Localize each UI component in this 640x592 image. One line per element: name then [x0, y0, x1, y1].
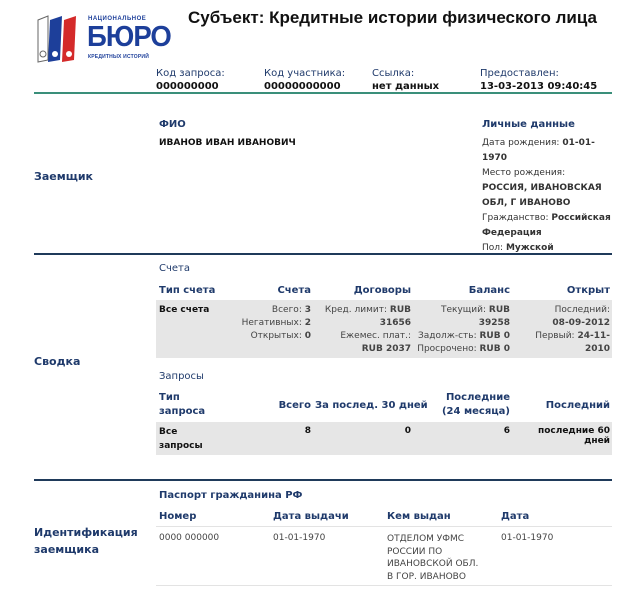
id-row-date: 01-01-1970 — [501, 533, 554, 543]
monthly-value: RUB 2037 — [361, 344, 411, 354]
request-code-label: Код запроса: — [156, 68, 225, 79]
fio-label: ФИО — [159, 119, 186, 130]
accounts-row-contracts — [320, 304, 411, 356]
link-value: нет данных — [372, 81, 440, 92]
borrower-section-title: Заемщик — [34, 170, 94, 183]
current-label: Текущий: — [441, 305, 487, 315]
requests-col-24months: Последние (24 месяца) — [441, 392, 510, 417]
requests-row-30days: 0 — [404, 426, 411, 436]
id-header-divider — [156, 526, 612, 527]
id-row-issued-by: ОТДЕЛОМ УФМС РОССИИ ПО ИВАНОВСКОЙ ОБЛ. В ГОР. ИВАНОВО — [387, 534, 479, 582]
requests-row-total: 8 — [304, 426, 311, 436]
id-row-issue-date: 01-01-1970 — [273, 533, 326, 543]
accounts-col-type: Тип счета — [159, 285, 216, 296]
accounts-row-type: Все счета — [159, 305, 210, 315]
id-row-divider — [156, 585, 612, 586]
section-divider — [34, 479, 612, 481]
open-label: Открытых: — [250, 331, 302, 341]
requests-col-last: Последний — [545, 400, 610, 411]
requests-row-type: Все запросы — [159, 427, 203, 451]
header-divider — [34, 92, 612, 94]
requests-col-type: Тип запроса — [159, 392, 206, 417]
id-col-issued-by: Кем выдан — [387, 511, 451, 522]
logo — [34, 14, 171, 64]
requests-title: Запросы — [159, 371, 204, 382]
accounts-row-opened — [512, 304, 610, 356]
link-label: Ссылка: — [372, 68, 415, 79]
requests-row-last: последние 60 дней — [538, 426, 610, 446]
logo-top-text: НАЦИОНАЛЬНОЕ — [88, 16, 147, 22]
birth-date-label: Дата рождения: — [482, 138, 560, 148]
member-code-label: Код участника: — [264, 68, 346, 79]
member-code-value: 00000000000 — [264, 81, 341, 92]
provided-label: Предоставлен: — [480, 68, 559, 79]
negative-value: 2 — [304, 318, 311, 328]
id-row-number: 0000 000000 — [159, 533, 220, 543]
accounts-col-contracts: Договоры — [353, 285, 411, 296]
section-divider — [34, 253, 612, 255]
first-value: 24-11-2010 — [577, 331, 610, 354]
overdue-label: Просрочено: — [417, 344, 477, 354]
birth-place-row — [482, 166, 612, 211]
logo-main-text: БЮРО — [87, 21, 171, 53]
total-value: 3 — [304, 305, 311, 315]
summary-section-title: Сводка — [34, 355, 81, 368]
accounts-title: Счета — [159, 263, 190, 274]
personal-data-block — [482, 136, 612, 256]
credit-limit-value: RUB 31656 — [379, 305, 411, 328]
logo-bottom-text: КРЕДИТНЫХ ИСТОРИЙ — [88, 54, 149, 60]
birth-date-row — [482, 136, 612, 166]
birth-date-value: 01-01-1970 — [482, 138, 595, 163]
personal-data-title: Личные данные — [482, 119, 575, 130]
id-col-date: Дата — [501, 511, 530, 522]
provided-value: 13-03-2013 09:40:45 — [480, 81, 598, 92]
requests-col-total: Всего — [278, 400, 311, 411]
binders-logo-icon — [34, 14, 86, 64]
accounts-row-counts — [220, 304, 311, 343]
citizenship-label: Гражданство: — [482, 213, 549, 223]
id-col-issue-date: Дата выдачи — [273, 511, 349, 522]
accounts-col-accounts: Счета — [277, 285, 311, 296]
fio-value: ИВАНОВ ИВАН ИВАНОВИЧ — [159, 138, 296, 148]
citizenship-value: Российская Федерация — [482, 213, 611, 238]
accounts-col-opened: Открыт — [566, 285, 610, 296]
birth-place-value: РОССИЯ, ИВАНОВСКАЯ ОБЛ, Г ИВАНОВО — [482, 183, 602, 208]
passport-title: Паспорт гражданина РФ — [159, 490, 303, 501]
requests-col-30days: За послед. 30 дней — [315, 400, 428, 411]
birth-place-label: Место рождения: — [482, 168, 566, 178]
accounts-row-balance — [412, 304, 510, 356]
page-title: Субъект: Кредитные истории физического лица — [188, 8, 597, 27]
debt-label: Задолж-сть: — [417, 331, 477, 341]
monthly-label: Ежемес. плат.: — [340, 331, 411, 341]
request-code-value: 000000000 — [156, 81, 219, 92]
current-value: RUB 39258 — [478, 305, 510, 328]
identification-section-title: Идентификация заемщика — [34, 526, 138, 556]
debt-value: RUB 0 — [479, 331, 510, 341]
sex-label: Пол: — [482, 243, 504, 253]
sex-value: Мужской — [505, 243, 554, 253]
accounts-col-balance: Баланс — [468, 285, 510, 296]
last-label: Последний: — [554, 305, 610, 315]
credit-limit-label: Кред. лимит: — [324, 305, 388, 315]
id-col-number: Номер — [159, 511, 197, 522]
open-value: 0 — [304, 331, 311, 341]
overdue-value: RUB 0 — [479, 344, 510, 354]
first-label: Первый: — [535, 331, 575, 341]
total-label: Всего: — [271, 305, 302, 315]
citizenship-row — [482, 211, 612, 241]
last-value: 08-09-2012 — [552, 318, 610, 328]
requests-row-24months: 6 — [503, 426, 510, 436]
negative-label: Негативных: — [241, 318, 302, 328]
